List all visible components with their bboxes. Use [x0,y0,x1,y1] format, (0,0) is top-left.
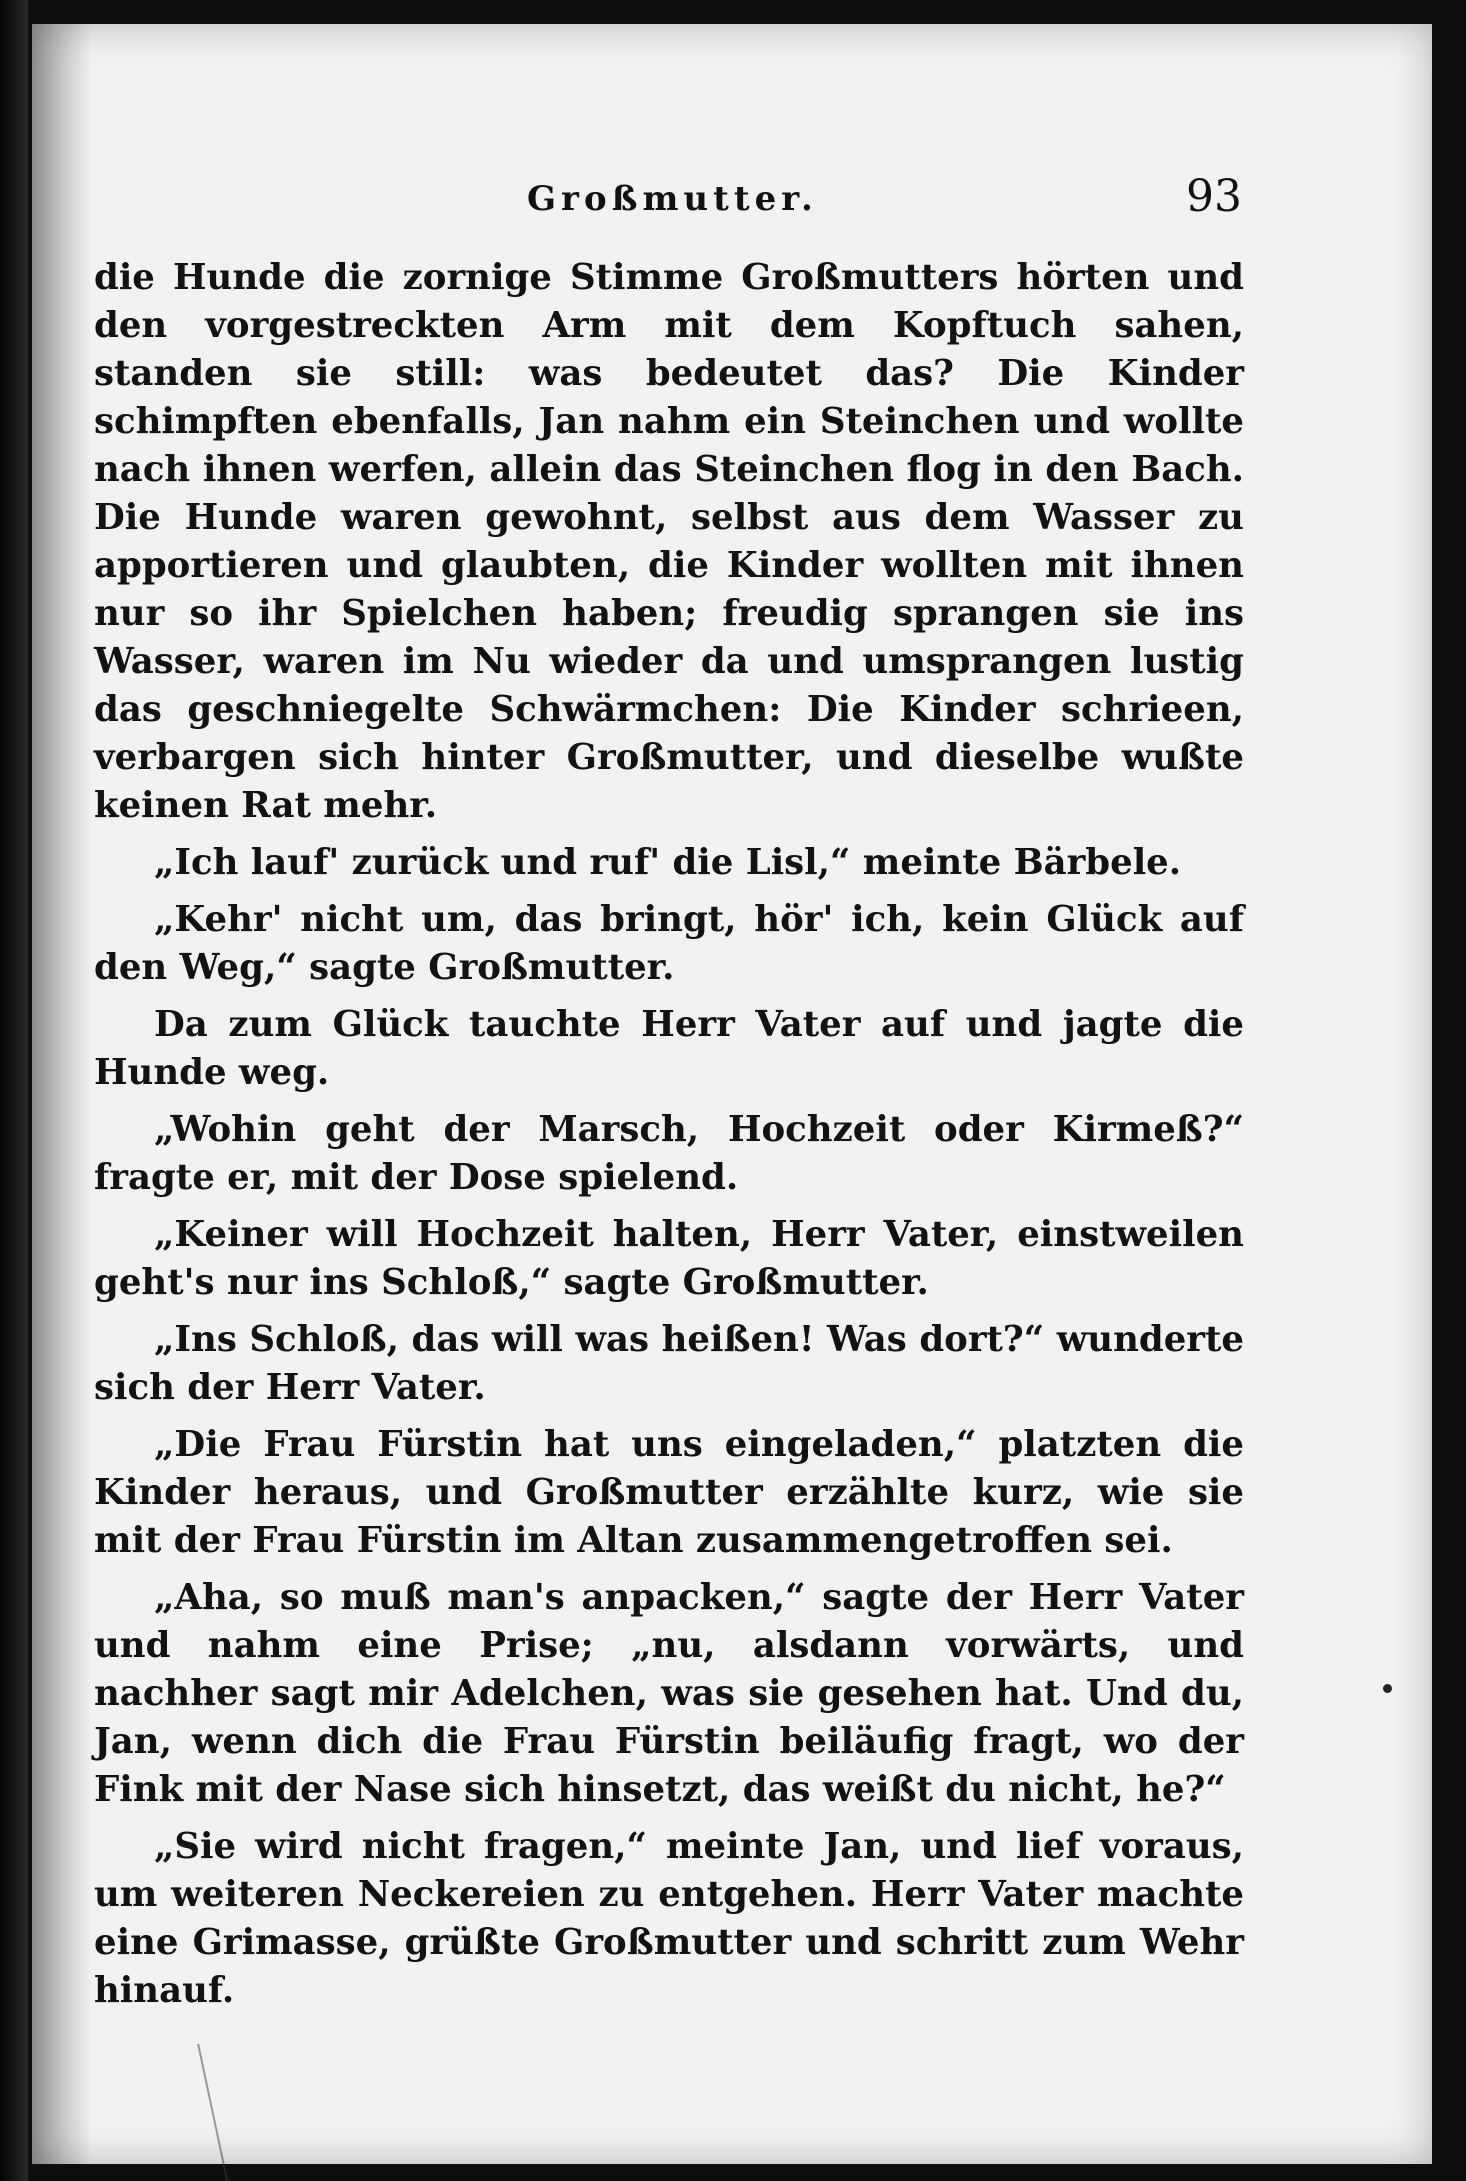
paragraph-3: „Kehr' nicht um, das bringt, hör' ich, kein Glück auf den Weg,“ sagte Großmutter. [94,899,1244,988]
paragraph-1: die Hunde die zornige Stimme Großmutters hörten und den vorgestreckten Arm mit dem Kopftuch sahen, standen sie still: was bedeutet das? Die Kinder schimpften ebenfalls, Jan nahm ein Steinchen und wollte nach ihnen werfen, allein das Steinchen flog in den Bach. Die Hunde waren gewohnt, selbst aus dem Wasser zu apportieren und glaubten, die Kinder wollten mit ihnen nur so ihr Spielchen haben; freudig sprangen sie ins Wasser, waren im Nu wieder da und umsprangen lustig das geschniegelte Schwärmchen: Die Kinder schrieen, verbargen sich hinter Großmutter, und dieselbe wußte keinen Rat mehr. [94,257,1244,826]
paragraph-2: „Ich lauf' zurück und ruf' die Lisl,“ meinte Bärbele. [154,842,1182,883]
paragraph-10: „Sie wird nicht fragen,“ meinte Jan, und lief voraus, um weiteren Neckereien zu entgehen. Herr Vater machte eine Grimasse, grüßte Großmutter und schritt zum Wehr hinauf. [94,1826,1244,2011]
page-header [102,171,1242,239]
paragraph-6: „Keiner will Hochzeit halten, Herr Vater, einstweilen geht's nur ins Schloß,“ sagte Großmutter. [94,1214,1244,1303]
paragraph-8: „Die Frau Fürstin hat uns eingeladen,“ platzten die Kinder heraus, und Großmutter erzählte kurz, wie sie mit der Frau Fürstin im Altan zusammengetroffen sei. [94,1424,1244,1561]
paragraph-7: „Ins Schloß, das will was heißen! Was dort?“ wunderte sich der Herr Vater. [94,1319,1244,1408]
page-number: 93 [1186,171,1242,222]
paragraph-9: „Aha, so muß man's anpacken,“ sagte der Herr Vater und nahm eine Prise; „nu, alsdann vorwärts, und nachher sagt mir Adelchen, was sie gesehen hat. Und du, Jan, wenn dich die Frau Fürstin beiläufig fragt, wo der Fink mit der Nase sich hinsetzt, das weißt du nicht, he?“ [94,1577,1244,1810]
paragraph-4: Da zum Glück tauchte Herr Vater auf und jagte die Hunde weg. [94,1004,1244,1093]
ink-speck [1383,1684,1392,1693]
body-text [94,254,1244,2024]
running-head: Großmutter. [527,179,818,219]
gutter-shadow [32,24,92,2164]
paragraph-5: „Wohin geht der Marsch, Hochzeit oder Kirmeß?“ fragte er, mit der Dose spielend. [94,1109,1244,1198]
book-page [32,24,1432,2164]
book-spine-edge [0,0,28,2181]
paper-crease [197,2044,259,2181]
